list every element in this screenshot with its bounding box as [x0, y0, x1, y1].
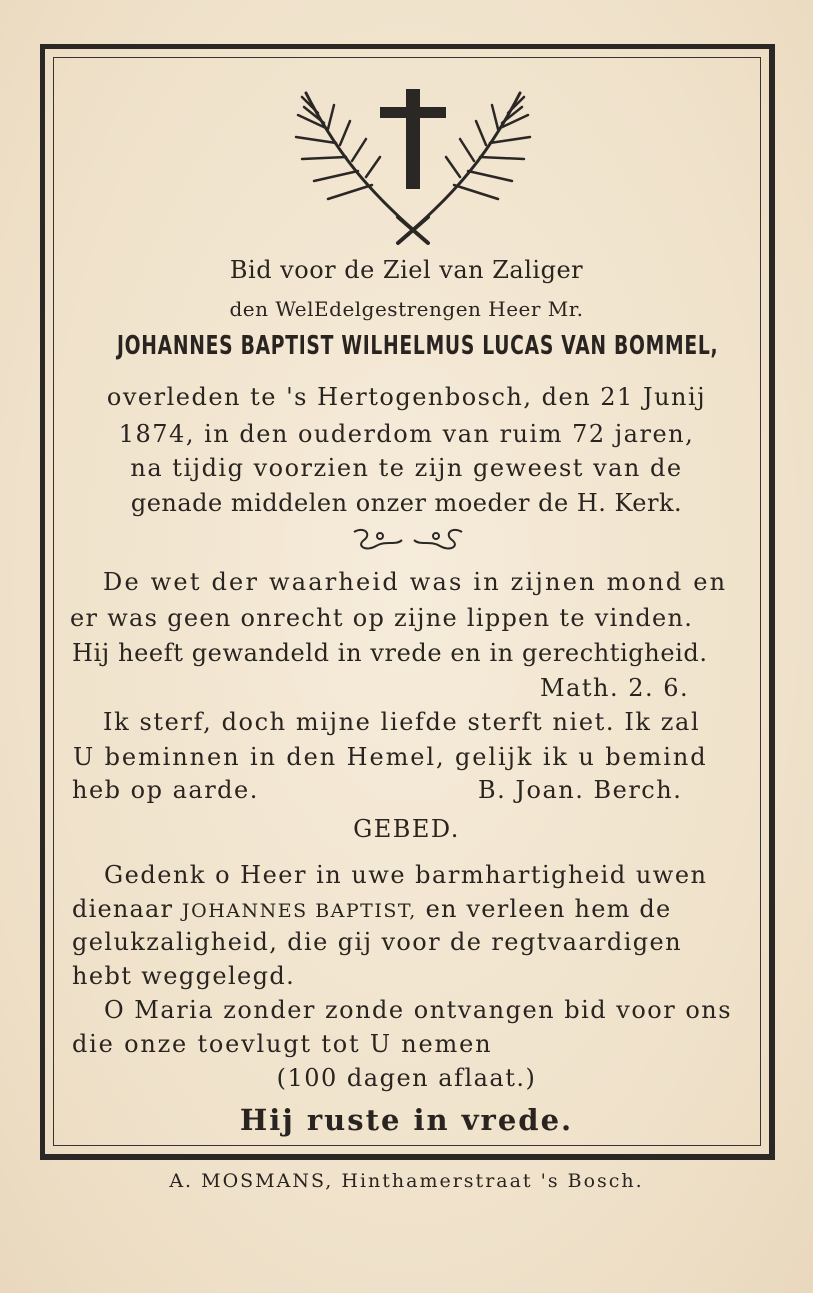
prayer-line-2-name: JOHANNES BAPTIST, — [182, 900, 417, 922]
prayer-line-6: die onze toevlugt tot U nemen — [72, 1030, 493, 1058]
prayer-line-4: hebt weggelegd. — [72, 962, 296, 990]
prayer-line-2-post: en verleen hem de — [425, 895, 672, 923]
header-line-1: Bid voor de Ziel van Zaliger — [229, 256, 584, 284]
quote2-source: B. Joan. Berch. — [478, 776, 683, 804]
quote1-line-2: er was geen onrecht op zijne lippen te vinden. — [70, 604, 694, 632]
quote2-line-3: heb op aarde. — [72, 776, 259, 804]
deceased-name-wrap — [0, 331, 813, 361]
bio-line-1: overleden te 's Hertogenbosch, den 21 Junij — [106, 383, 707, 411]
header-line-2: den WelEdelgestrengen Heer Mr. — [229, 297, 584, 321]
quote1-line-3: Hij heeft gewandeld in vrede en in gerechtigheid. — [72, 639, 708, 667]
printer-imprint: A. MOSMANS, Hinthamerstraat 's Bosch. — [169, 1170, 644, 1192]
quote2-line-1: Ik sterf, doch mijne liefde sterft niet. Ik zal — [103, 708, 701, 736]
quote2-line-2: U beminnen in den Hemel, gelijk ik u bemind — [73, 743, 708, 771]
prayer-line-1: Gedenk o Heer in uwe barmhartigheid uwen — [104, 861, 708, 889]
closing-line: Hij ruste in vrede. — [239, 1103, 574, 1137]
indulgence: (100 dagen aflaat.) — [276, 1064, 537, 1092]
bio-line-2: 1874, in den ouderdom van ruim 72 jaren, — [118, 420, 695, 448]
prayer-line-2 — [72, 895, 671, 923]
cross-with-palm-branches-icon — [288, 85, 538, 245]
prayer-line-3: gelukzaligheid, die gij voor de regtvaardigen — [72, 928, 682, 956]
decorative-ornament-icon — [350, 524, 466, 554]
prayer-line-5: O Maria zonder zonde ontvangen bid voor ons — [104, 996, 733, 1024]
deceased-name: JOHANNES BAPTIST WILHELMUS LUCAS VAN BOMMEL, — [116, 331, 719, 361]
bio-line-3: na tijdig voorzien te zijn geweest van de — [130, 454, 683, 482]
prayer-line-2-pre: dienaar — [72, 895, 174, 923]
quote1-source: Math. 2. 6. — [540, 674, 690, 702]
prayer-title: GEBED. — [353, 815, 460, 843]
quote1-line-1: De wet der waarheid was in zijnen mond en — [103, 568, 728, 596]
bio-line-4: genade middelen onzer moeder de H. Kerk. — [130, 489, 683, 517]
